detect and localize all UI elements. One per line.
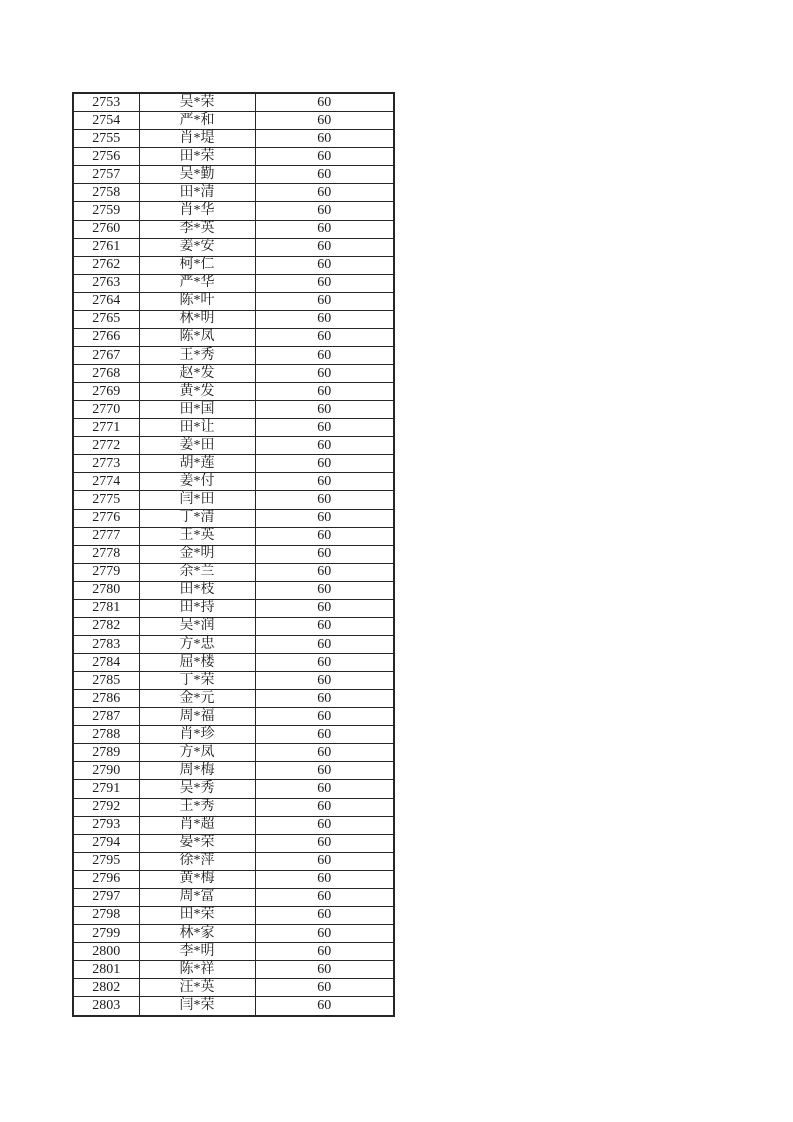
score-cell: 60 [255, 744, 394, 762]
score-cell: 60 [255, 130, 394, 148]
table-row [73, 473, 394, 491]
score-cell: 60 [255, 635, 394, 653]
serial-cell: 2787 [73, 708, 139, 726]
name-cell: 丁*清 [139, 509, 255, 527]
table-row [73, 744, 394, 762]
table-row [73, 852, 394, 870]
serial-cell: 2799 [73, 924, 139, 942]
score-cell: 60 [255, 473, 394, 491]
serial-cell: 2802 [73, 979, 139, 997]
score-cell: 60 [255, 726, 394, 744]
name-cell: 金*明 [139, 545, 255, 563]
serial-cell: 2785 [73, 672, 139, 690]
table-row [73, 997, 394, 1016]
score-cell: 60 [255, 762, 394, 780]
table-row [73, 943, 394, 961]
score-cell: 60 [255, 654, 394, 672]
name-cell: 田*让 [139, 419, 255, 437]
score-cell: 60 [255, 798, 394, 816]
table-row [73, 581, 394, 599]
score-cell: 60 [255, 509, 394, 527]
name-cell: 徐*萍 [139, 852, 255, 870]
serial-cell: 2776 [73, 509, 139, 527]
serial-cell: 2757 [73, 166, 139, 184]
name-cell: 晏*荣 [139, 834, 255, 852]
name-cell: 方*忠 [139, 635, 255, 653]
score-cell: 60 [255, 328, 394, 346]
table-row [73, 870, 394, 888]
table-row [73, 365, 394, 383]
name-cell: 肖*超 [139, 816, 255, 834]
table-row [73, 979, 394, 997]
score-cell: 60 [255, 148, 394, 166]
table-row [73, 726, 394, 744]
score-cell: 60 [255, 979, 394, 997]
table-row [73, 635, 394, 653]
serial-cell: 2773 [73, 455, 139, 473]
table-row [73, 545, 394, 563]
serial-cell: 2794 [73, 834, 139, 852]
score-cell: 60 [255, 527, 394, 545]
table-row [73, 798, 394, 816]
table-row [73, 888, 394, 906]
score-cell: 60 [255, 961, 394, 979]
serial-cell: 2758 [73, 184, 139, 202]
score-cell: 60 [255, 870, 394, 888]
name-cell: 屈*楼 [139, 654, 255, 672]
serial-cell: 2796 [73, 870, 139, 888]
serial-cell: 2774 [73, 473, 139, 491]
name-cell: 陈*祥 [139, 961, 255, 979]
score-cell: 60 [255, 112, 394, 130]
name-cell: 肖*堤 [139, 130, 255, 148]
score-cell: 60 [255, 617, 394, 635]
score-cell: 60 [255, 202, 394, 220]
score-table [72, 92, 395, 1017]
table-row [73, 184, 394, 202]
serial-cell: 2763 [73, 274, 139, 292]
score-cell: 60 [255, 220, 394, 238]
score-cell: 60 [255, 238, 394, 256]
score-cell: 60 [255, 93, 394, 112]
table-row [73, 509, 394, 527]
table-row [73, 130, 394, 148]
score-cell: 60 [255, 545, 394, 563]
table-row [73, 654, 394, 672]
table-row [73, 816, 394, 834]
table-row [73, 328, 394, 346]
table-row [73, 274, 394, 292]
serial-cell: 2772 [73, 437, 139, 455]
score-cell: 60 [255, 906, 394, 924]
name-cell: 余*兰 [139, 563, 255, 581]
table-row [73, 346, 394, 364]
name-cell: 田*清 [139, 184, 255, 202]
serial-cell: 2793 [73, 816, 139, 834]
name-cell: 周*富 [139, 888, 255, 906]
table-row [73, 672, 394, 690]
serial-cell: 2791 [73, 780, 139, 798]
serial-cell: 2777 [73, 527, 139, 545]
score-cell: 60 [255, 599, 394, 617]
name-cell: 严*和 [139, 112, 255, 130]
score-cell: 60 [255, 581, 394, 599]
name-cell: 李*明 [139, 943, 255, 961]
table-row [73, 292, 394, 310]
serial-cell: 2784 [73, 654, 139, 672]
name-cell: 周*梅 [139, 762, 255, 780]
serial-cell: 2790 [73, 762, 139, 780]
name-cell: 丁*荣 [139, 672, 255, 690]
serial-cell: 2789 [73, 744, 139, 762]
name-cell: 王*秀 [139, 798, 255, 816]
table-row [73, 401, 394, 419]
name-cell: 黄*梅 [139, 870, 255, 888]
score-cell: 60 [255, 924, 394, 942]
score-cell: 60 [255, 690, 394, 708]
serial-cell: 2786 [73, 690, 139, 708]
serial-cell: 2788 [73, 726, 139, 744]
name-cell: 严*华 [139, 274, 255, 292]
score-cell: 60 [255, 274, 394, 292]
serial-cell: 2770 [73, 401, 139, 419]
name-cell: 闫*田 [139, 491, 255, 509]
score-cell: 60 [255, 780, 394, 798]
name-cell: 吴*秀 [139, 780, 255, 798]
serial-cell: 2756 [73, 148, 139, 166]
name-cell: 吴*勤 [139, 166, 255, 184]
table-row [73, 617, 394, 635]
name-cell: 赵*发 [139, 365, 255, 383]
score-cell: 60 [255, 346, 394, 364]
name-cell: 田*荣 [139, 148, 255, 166]
table-row [73, 93, 394, 112]
score-cell: 60 [255, 491, 394, 509]
serial-cell: 2753 [73, 93, 139, 112]
serial-cell: 2771 [73, 419, 139, 437]
serial-cell: 2795 [73, 852, 139, 870]
serial-cell: 2761 [73, 238, 139, 256]
name-cell: 王*秀 [139, 346, 255, 364]
table-row [73, 455, 394, 473]
score-cell: 60 [255, 455, 394, 473]
score-cell: 60 [255, 888, 394, 906]
score-cell: 60 [255, 834, 394, 852]
serial-cell: 2792 [73, 798, 139, 816]
serial-cell: 2779 [73, 563, 139, 581]
table-row [73, 238, 394, 256]
table-row [73, 599, 394, 617]
score-cell: 60 [255, 292, 394, 310]
serial-cell: 2797 [73, 888, 139, 906]
score-cell: 60 [255, 310, 394, 328]
name-cell: 肖*珍 [139, 726, 255, 744]
name-cell: 方*凤 [139, 744, 255, 762]
score-cell: 60 [255, 997, 394, 1016]
name-cell: 胡*莲 [139, 455, 255, 473]
name-cell: 柯*仁 [139, 256, 255, 274]
score-cell: 60 [255, 401, 394, 419]
name-cell: 李*英 [139, 220, 255, 238]
serial-cell: 2755 [73, 130, 139, 148]
serial-cell: 2754 [73, 112, 139, 130]
name-cell: 黄*发 [139, 383, 255, 401]
name-cell: 周*福 [139, 708, 255, 726]
serial-cell: 2801 [73, 961, 139, 979]
serial-cell: 2798 [73, 906, 139, 924]
table-row [73, 112, 394, 130]
score-cell: 60 [255, 437, 394, 455]
serial-cell: 2762 [73, 256, 139, 274]
table-row [73, 220, 394, 238]
name-cell: 陈*凤 [139, 328, 255, 346]
score-cell: 60 [255, 365, 394, 383]
table-row [73, 202, 394, 220]
score-cell: 60 [255, 419, 394, 437]
serial-cell: 2759 [73, 202, 139, 220]
table-row [73, 906, 394, 924]
name-cell: 吴*润 [139, 617, 255, 635]
table-row [73, 708, 394, 726]
name-cell: 姜*安 [139, 238, 255, 256]
name-cell: 肖*华 [139, 202, 255, 220]
serial-cell: 2800 [73, 943, 139, 961]
name-cell: 林*家 [139, 924, 255, 942]
table-row [73, 491, 394, 509]
score-table-body [73, 93, 394, 1016]
table-row [73, 762, 394, 780]
serial-cell: 2775 [73, 491, 139, 509]
serial-cell: 2768 [73, 365, 139, 383]
table-row [73, 419, 394, 437]
table-row [73, 256, 394, 274]
serial-cell: 2764 [73, 292, 139, 310]
name-cell: 王*英 [139, 527, 255, 545]
table-row [73, 563, 394, 581]
name-cell: 田*国 [139, 401, 255, 419]
name-cell: 金*元 [139, 690, 255, 708]
table-row [73, 148, 394, 166]
serial-cell: 2778 [73, 545, 139, 563]
score-cell: 60 [255, 256, 394, 274]
table-row [73, 961, 394, 979]
name-cell: 汪*英 [139, 979, 255, 997]
score-cell: 60 [255, 383, 394, 401]
table-row [73, 690, 394, 708]
serial-cell: 2765 [73, 310, 139, 328]
name-cell: 田*持 [139, 599, 255, 617]
table-row [73, 383, 394, 401]
name-cell: 姜*付 [139, 473, 255, 491]
name-cell: 田*枝 [139, 581, 255, 599]
table-row [73, 780, 394, 798]
table-row [73, 924, 394, 942]
name-cell: 陈*叶 [139, 292, 255, 310]
serial-cell: 2780 [73, 581, 139, 599]
name-cell: 闫*荣 [139, 997, 255, 1016]
score-cell: 60 [255, 816, 394, 834]
score-cell: 60 [255, 943, 394, 961]
serial-cell: 2783 [73, 635, 139, 653]
serial-cell: 2803 [73, 997, 139, 1016]
score-cell: 60 [255, 708, 394, 726]
table-row [73, 166, 394, 184]
serial-cell: 2769 [73, 383, 139, 401]
name-cell: 田*荣 [139, 906, 255, 924]
serial-cell: 2766 [73, 328, 139, 346]
serial-cell: 2760 [73, 220, 139, 238]
table-row [73, 437, 394, 455]
score-cell: 60 [255, 672, 394, 690]
table-row [73, 527, 394, 545]
table-row [73, 834, 394, 852]
score-cell: 60 [255, 852, 394, 870]
table-row [73, 310, 394, 328]
serial-cell: 2782 [73, 617, 139, 635]
score-cell: 60 [255, 184, 394, 202]
serial-cell: 2781 [73, 599, 139, 617]
name-cell: 吴*荣 [139, 93, 255, 112]
score-cell: 60 [255, 166, 394, 184]
name-cell: 姜*田 [139, 437, 255, 455]
score-cell: 60 [255, 563, 394, 581]
name-cell: 林*明 [139, 310, 255, 328]
serial-cell: 2767 [73, 346, 139, 364]
